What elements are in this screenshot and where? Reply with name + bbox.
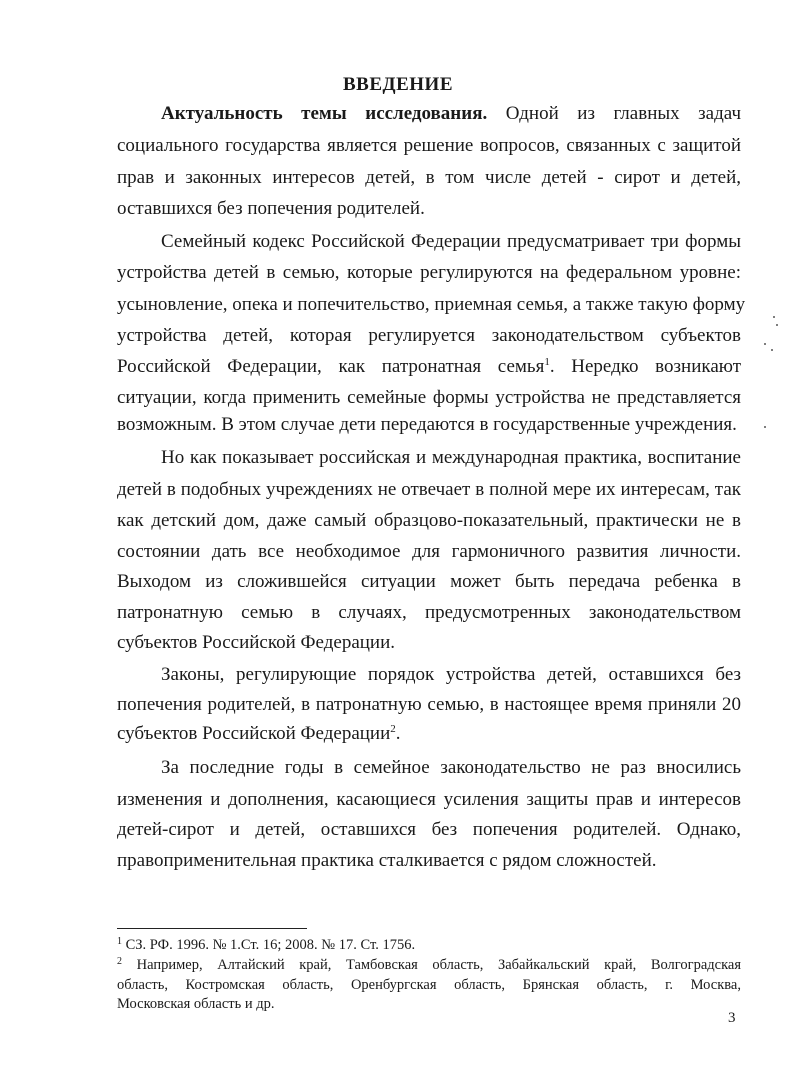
footnote-2-line-1 [117,955,741,975]
paragraph-3-line-3: как детский дом, даже самый образцово-показательный, практически не в [117,510,741,531]
paragraph-4-line-2: попечения родителей, в патронатную семью, в настоящее время приняли 20 [117,694,741,715]
footnote-text: Например, Алтайский край, Тамбовская область, Забайкальский край, Волгоградская [122,957,741,973]
footnote-ref-2: 2 [390,723,396,735]
footnote-separator [117,928,307,929]
paragraph-1-line-3: прав и законных интересов детей, в том числе детей - сирот и детей, [117,167,741,188]
paragraph-text: Российской Федерации, как патронатная семья [117,356,545,377]
footnote-2-line-3: Московская область и др. [117,996,275,1012]
paragraph-3-line-1: Но как показывает российская и международная практика, воспитание [161,447,741,468]
paragraph-2-line-3: усыновление, опека и попечительство, приемная семья, а также такую форму [117,294,746,315]
paragraph-3-line-4: состоянии дать все необходимое для гармоничного развития личности. [117,541,741,562]
paragraph-2-line-2: устройства детей в семью, которые регулируются на федеральном уровне: [117,262,741,283]
footnote-1 [117,935,741,955]
page-title: ВВЕДЕНИЕ [343,74,453,95]
scan-speck [764,343,766,345]
relevance-heading: Актуальность темы исследования. [161,103,488,124]
paragraph-3-line-5: Выходом из сложившейся ситуации может быть передача ребенка в [117,571,741,592]
paragraph-text: . [395,723,401,744]
page-number: 3 [728,1010,736,1026]
scan-speck [773,316,775,318]
scan-speck [776,324,778,326]
paragraph-1-line-1 [161,102,741,126]
paragraph-1-line-2: социального государства является решение вопросов, связанных с защитой [117,135,741,156]
paragraph-3-line-6: патронатную семью в случаях, предусмотренных законодательством [117,602,741,623]
paragraph-5-line-4: правоприменительная практика сталкивается с рядом сложностей. [117,850,657,871]
paragraph-1-line-4: оставшихся без попечения родителей. [117,198,425,219]
paragraph-2-line-5 [117,355,741,379]
paragraph-text: Одной из главных задач [487,103,741,124]
footnote-ref-1: 1 [544,356,550,368]
scan-speck [771,349,773,351]
paragraph-text: . Нередко возникают [549,356,741,377]
paragraph-2-line-4: устройства детей, которая регулируется законодательством субъектов [117,325,741,346]
footnote-number: 2 [117,956,122,967]
paragraph-5-line-3: детей-сирот и детей, оставшихся без попечения родителей. Однако, [117,819,741,840]
footnote-text: СЗ. РФ. 1996. № 1.Ст. 16; 2008. № 17. Ст. 1756. [122,937,416,953]
paragraph-text: субъектов Российской Федерации [117,723,391,744]
paragraph-3-line-7: субъектов Российской Федерации. [117,632,396,653]
paragraph-4-line-3 [117,722,741,746]
paragraph-2-line-6: ситуации, когда применить семейные формы устройства не представляется [117,387,741,408]
footnote-number: 1 [117,936,122,947]
paragraph-2-line-7: возможным. В этом случае дети передаются в государственные учреждения. [117,414,737,435]
footnote-2-line-2: область, Костромская область, Оренбургская область, Брянская область, г. Москва, [117,977,741,993]
paragraph-3-line-2: детей в подобных учреждениях не отвечает в полной мере их интересам, так [117,479,741,500]
paragraph-4-line-1: Законы, регулирующие порядок устройства детей, оставшихся без [161,664,741,685]
scan-speck [764,426,766,428]
paragraph-5-line-2: изменения и дополнения, касающиеся усиления защиты прав и интересов [117,789,741,810]
paragraph-5-line-1: За последние годы в семейное законодательство не раз вносились [161,757,741,778]
paragraph-2-line-1: Семейный кодекс Российской Федерации предусматривает три формы [161,231,741,252]
